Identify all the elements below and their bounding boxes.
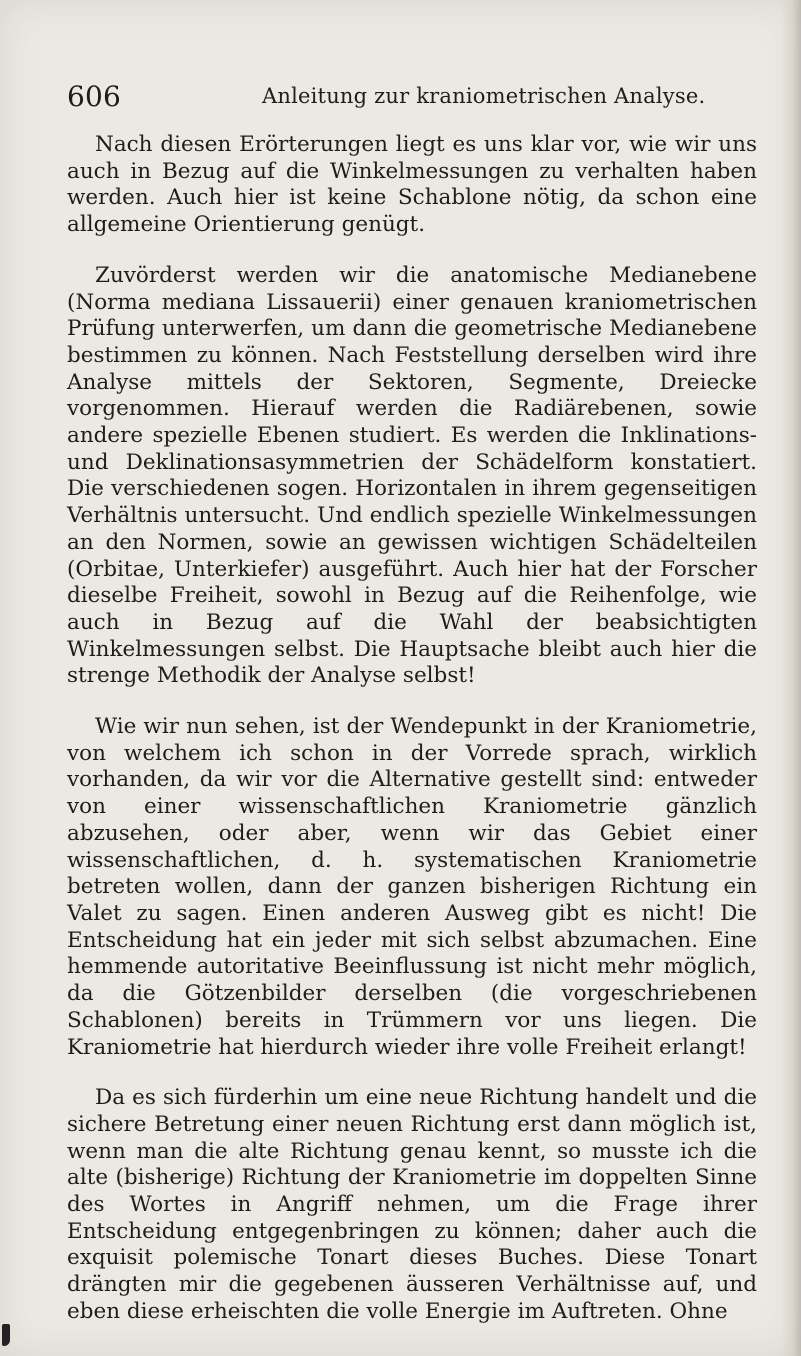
running-title: Anleitung zur kraniometrischen Analyse. [262,84,706,108]
paragraph-4: Da es sich fürderhin um eine neue Richtung handelt und die sichere Betretung einer neuen Richtung erst dann möglich ist, wenn man die alte Richtung genau kennt, so musste ich die alte (bisherige) Richtung der Kraniometrie im doppelten Sinne des Wortes in Angriff nehmen, um die Frage ihrer Entscheidung entgegenbringen zu können; daher auch die exquisit polemische Tonart dieses Buches. Diese Tonart drängten mir die gegebenen äusseren Verhältnisse auf, und eben diese erheischten die volle Energie im Auftreten. Ohne [67,1085,757,1324]
binding-mark [2,1324,10,1346]
paragraph-2: Zuvörderst werden wir die anatomische Medianebene (Norma mediana Lissauerii) einer genauen kraniometrischen Prüfung unterwerfen, um dann die geometrische Medianebene bestimmen zu können. Nach Feststellung derselben wird ihre Analyse mittels der Sektoren, Segmente, Dreiecke vorgenommen. Hierauf werden die Radiärebenen, sowie andere spezielle Ebenen studiert. Es werden die Inklinations- und Deklinationsasymmetrien der Schädelform konstatiert. Die verschiedenen sogen. Horizontalen in ihrem gegenseitigen Verhältnis untersucht. Und endlich spezielle Winkelmessungen an den Normen, sowie an gewissen wichtigen Schädelteilen (Orbitae, Unterkiefer) ausgeführt. Auch hier hat der Forscher dieselbe Freiheit, sowohl in Bezug auf die Reihenfolge, wie auch in Bezug auf die Wahl der beabsichtigten Winkelmessungen selbst. Die Hauptsache bleibt auch hier die strenge Methodik der Analyse selbst! [67,262,757,689]
page-edge-shadow [781,0,801,1356]
body-text [67,132,757,1350]
page-number: 606 [67,80,122,113]
paragraph-1: Nach diesen Erörterungen liegt es uns klar vor, wie wir uns auch in Bezug auf die Winkelmessungen zu verhalten haben werden. Auch hier ist keine Schablone nötig, da schon eine allgemeine Orientierung genügt. [67,132,757,238]
page-header [67,72,757,112]
paragraph-3: Wie wir nun sehen, ist der Wendepunkt in der Kraniometrie, von welchem ich schon in der Vorrede sprach, wirklich vorhanden, da wir vor die Alternative gestellt sind: entweder von einer wissenschaftlichen Kraniometrie gänzlich abzusehen, oder aber, wenn wir das Gebiet einer wissenschaftlichen, d. h. systematischen Kraniometrie betreten wollen, dann der ganzen bisherigen Richtung ein Valet zu sagen. Einen anderen Ausweg gibt es nicht! Die Entscheidung hat ein jeder mit sich selbst abzumachen. Eine hemmende autoritative Beeinflussung ist nicht mehr möglich, da die Götzenbilder derselben (die vorgeschriebenen Schablonen) bereits in Trümmern vor uns liegen. Die Kraniometrie hat hierdurch wieder ihre volle Freiheit erlangt! [67,714,757,1060]
